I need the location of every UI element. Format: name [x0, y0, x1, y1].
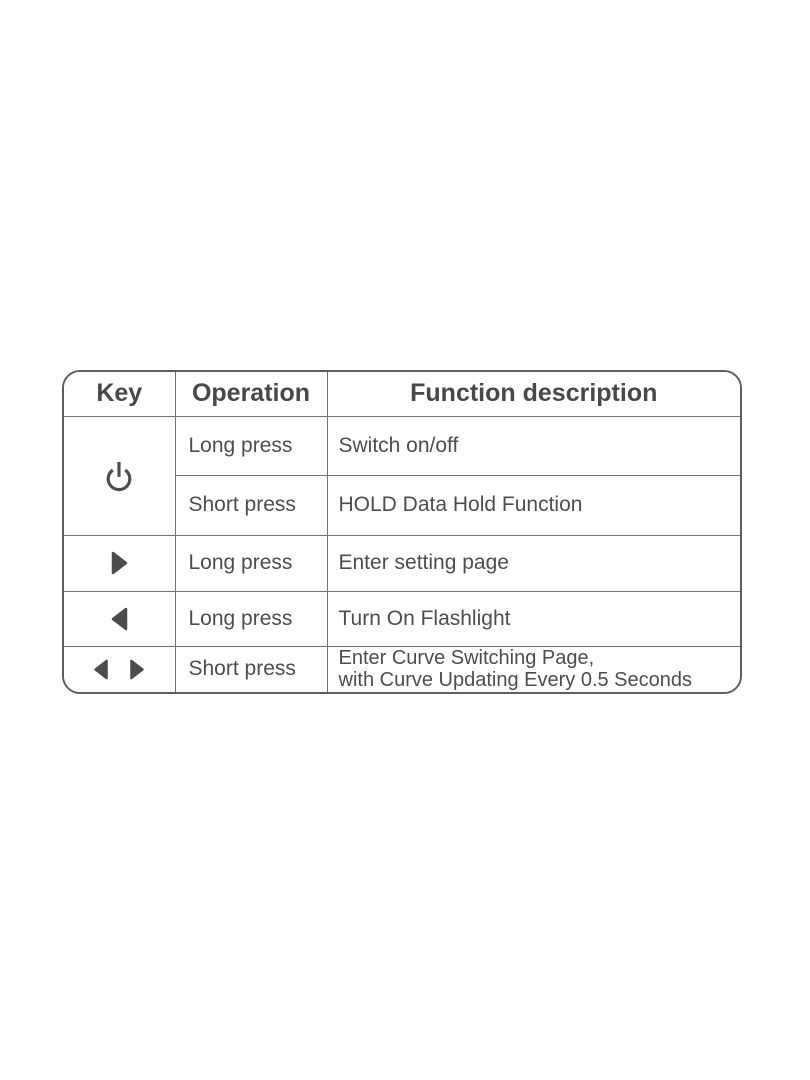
operation-cell: Long press	[175, 591, 327, 646]
left-arrow-key-cell	[64, 591, 175, 646]
description-cell: HOLD Data Hold Function	[327, 475, 740, 535]
left-arrow-icon	[111, 607, 128, 631]
right-arrow-icon	[111, 551, 128, 575]
power-key-cell	[64, 416, 175, 535]
right-arrow-key-cell	[64, 535, 175, 591]
left-right-arrows-key-cell	[64, 646, 175, 692]
power-icon	[104, 459, 134, 493]
column-header-function-description: Function description	[327, 372, 740, 416]
table-row	[64, 646, 740, 692]
description-cell	[327, 646, 740, 692]
right-arrow-icon	[129, 659, 145, 680]
operation-cell: Long press	[175, 535, 327, 591]
column-header-operation: Operation	[175, 372, 327, 416]
operation-cell: Short press	[175, 475, 327, 535]
description-line-1: Enter Curve Switching Page,	[338, 647, 595, 670]
description-cell: Switch on/off	[327, 416, 740, 475]
left-arrow-icon	[93, 659, 109, 680]
description-cell: Enter setting page	[327, 535, 740, 591]
arrow-icon-pair	[64, 659, 175, 680]
table-row	[64, 416, 740, 475]
header-row	[64, 372, 740, 416]
description-cell: Turn On Flashlight	[327, 591, 740, 646]
description-line-2: with Curve Updating Every 0.5 Seconds	[338, 669, 693, 692]
table-row	[64, 535, 740, 591]
key-function-table	[62, 370, 742, 694]
table-row	[64, 591, 740, 646]
operation-cell: Short press	[175, 646, 327, 692]
column-header-key: Key	[64, 372, 175, 416]
operation-cell: Long press	[175, 416, 327, 475]
